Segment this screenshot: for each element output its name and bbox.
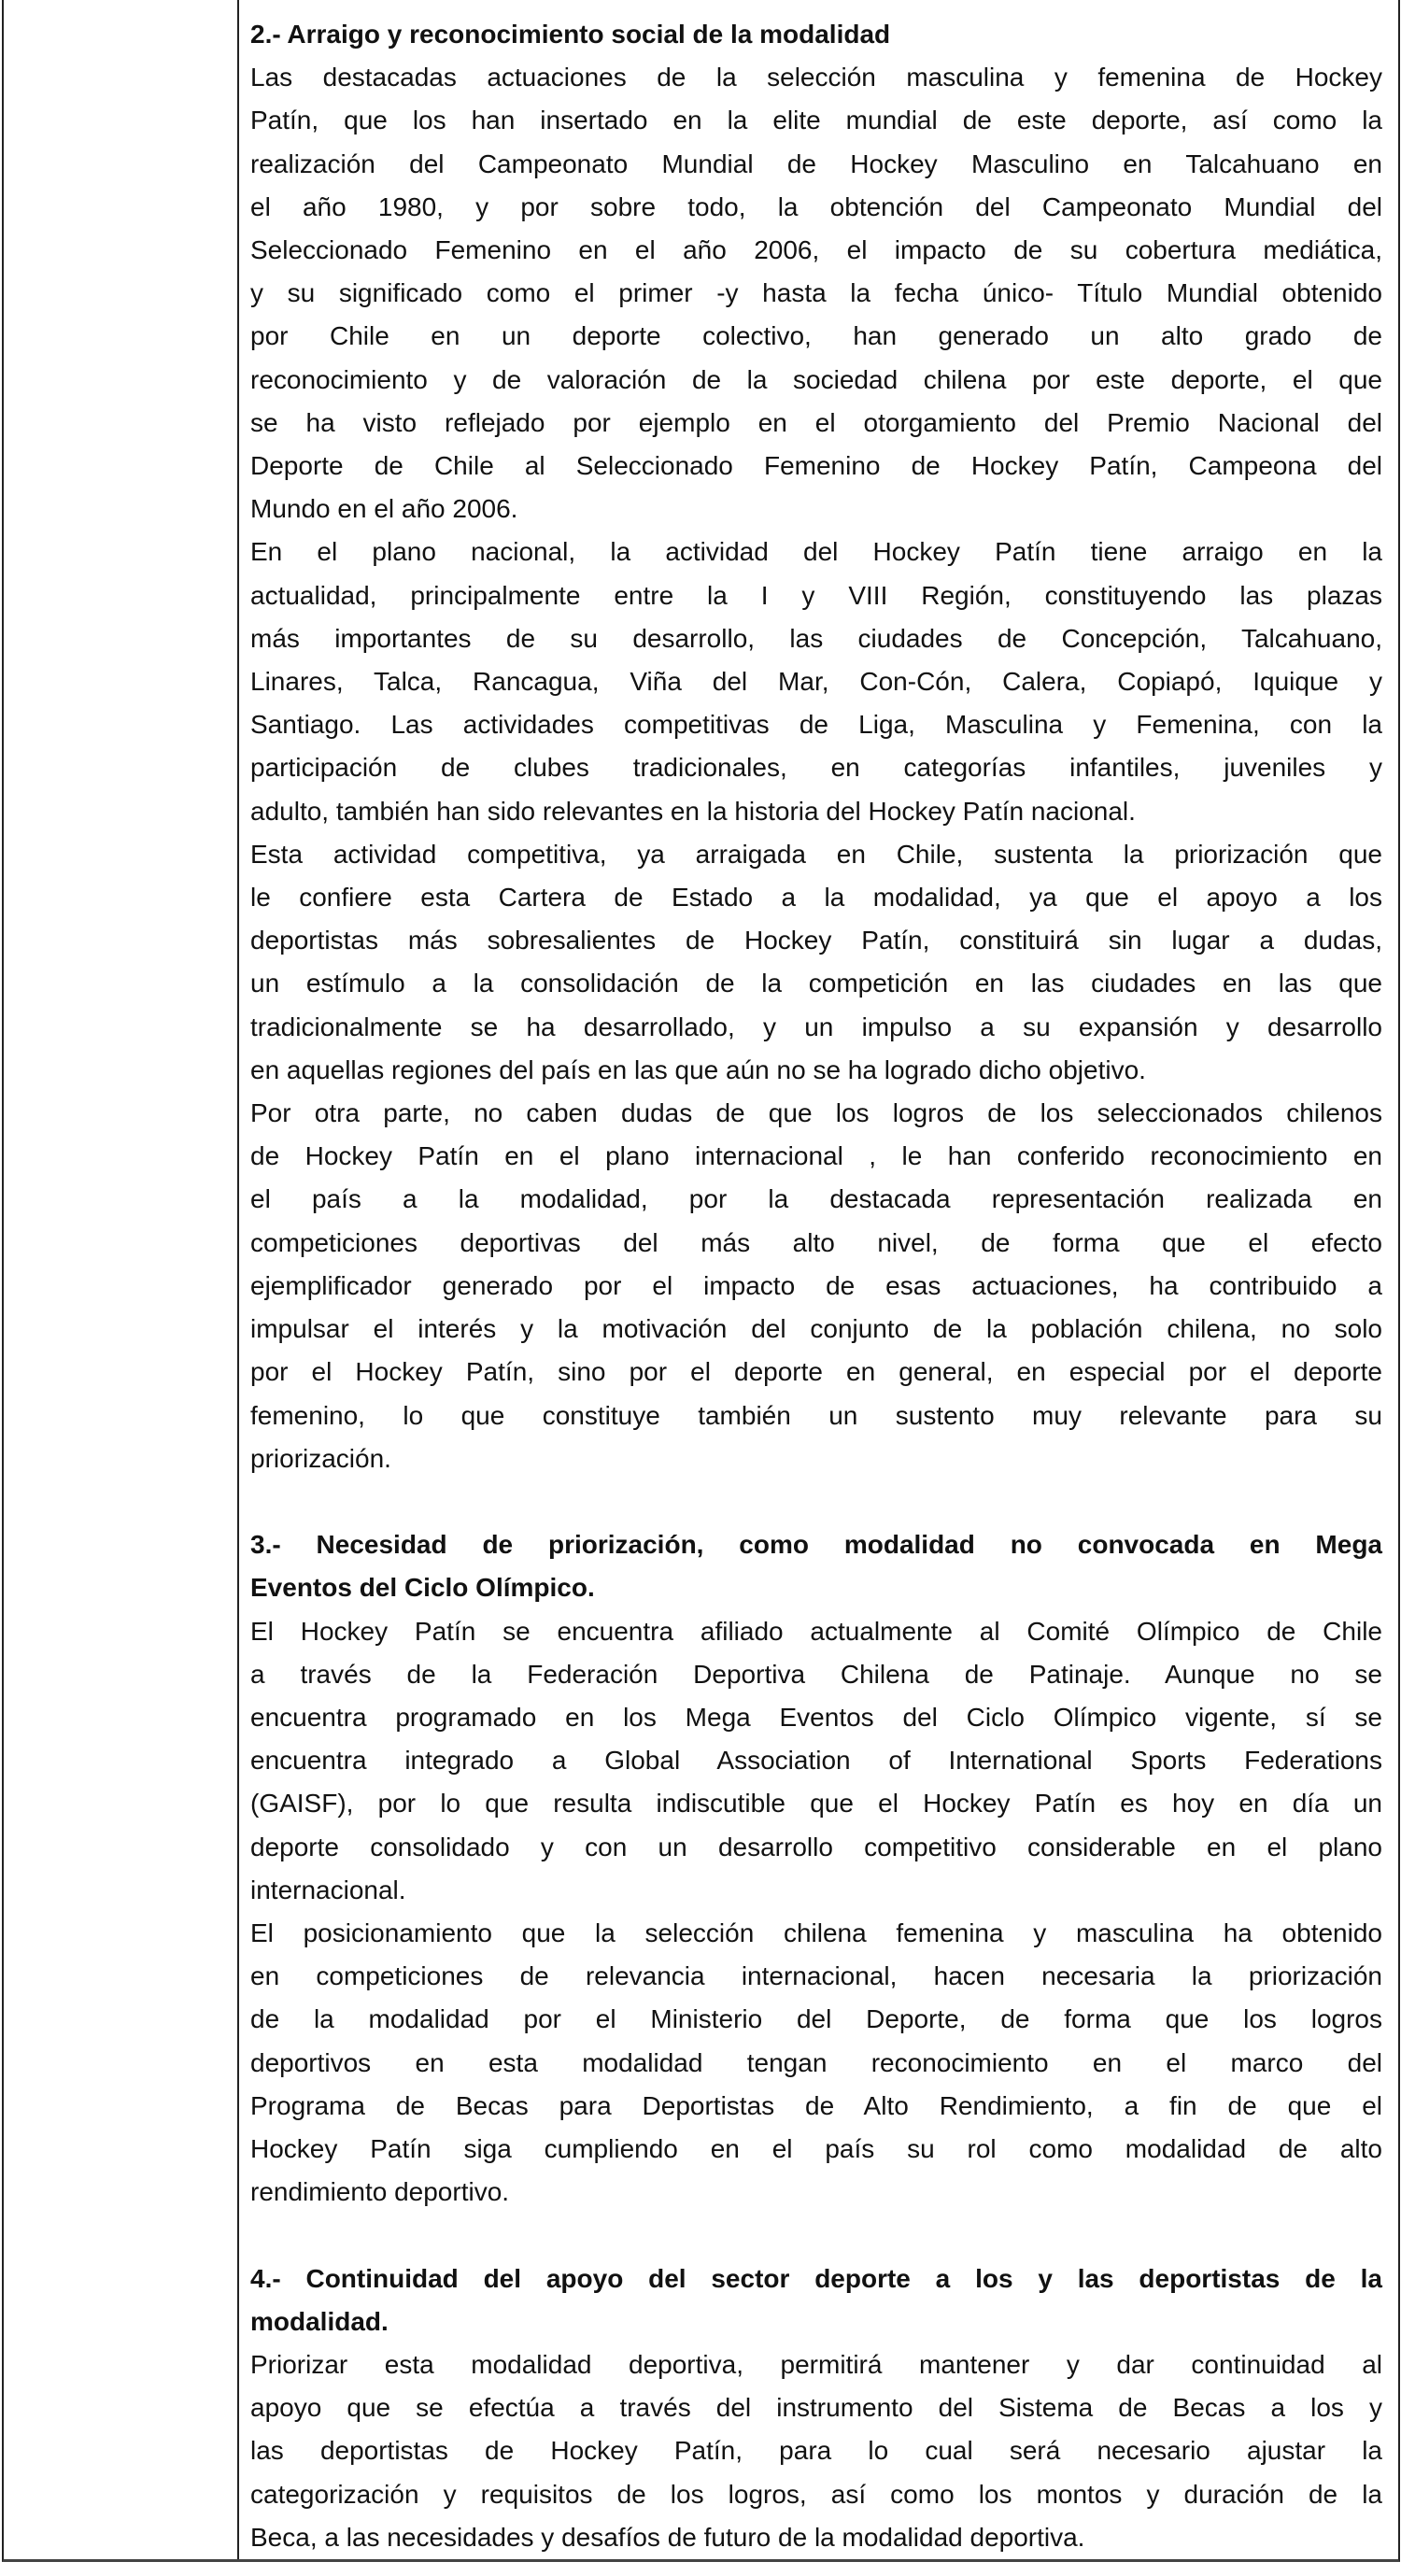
heading-line: Eventos del Ciclo Olímpico. [250, 1573, 595, 1603]
paragraph-line: Deporte de Chile al Seleccionado Femenino de Hockey Patín, Campeona del [250, 451, 1382, 481]
paragraph-line: en competiciones de relevancia internacional, hacen necesaria la priorización [250, 1961, 1382, 1991]
paragraph-line: adulto, también han sido relevantes en la historia del Hockey Patín nacional. [250, 796, 1136, 826]
paragraph-line: por Chile en un deporte colectivo, han generado un alto grado de [250, 321, 1382, 351]
paragraph-line: Mundo en el año 2006. [250, 494, 518, 524]
paragraph-line: más importantes de su desarrollo, las ciudades de Concepción, Talcahuano, [250, 623, 1382, 653]
paragraph-line: de Hockey Patín en el plano internacional , le han conferido reconocimiento en [250, 1141, 1382, 1171]
paragraph-line: Esta actividad competitiva, ya arraigada en Chile, sustenta la priorización que [250, 839, 1382, 869]
paragraph [250, 1610, 1382, 1912]
paragraph-line: Seleccionado Femenino en el año 2006, el impacto de su cobertura mediática, [250, 235, 1382, 265]
paragraph-line: se ha visto reflejado por ejemplo en el otorgamiento del Premio Nacional del [250, 407, 1382, 437]
paragraph-line: realización del Campeonato Mundial de Hockey Masculino en Talcahuano en [250, 149, 1382, 178]
paragraph-line: Hockey Patín siga cumpliendo en el país su rol como modalidad de alto [250, 2133, 1382, 2163]
paragraph-line: Priorizar esta modalidad deportiva, permitirá mantener y dar continuidad al [250, 2349, 1382, 2379]
paragraph-line: internacional. [250, 1875, 406, 1904]
heading-line: 3.- Necesidad de priorización, como modalidad no convocada en Mega [250, 1530, 1382, 1560]
paragraph [250, 56, 1382, 531]
section-heading [250, 1523, 1382, 1609]
left-column-cell [4, 0, 239, 2559]
paragraph-line: y su significado como el primer -y hasta la fecha único- Título Mundial obtenido [250, 278, 1382, 308]
paragraph-line: Por otra parte, no caben dudas de que los logros de los seleccionados chilenos [250, 1098, 1382, 1128]
paragraph-line: a través de la Federación Deportiva Chilena de Patinaje. Aunque no se [250, 1659, 1382, 1689]
paragraph-line: Programa de Becas para Deportistas de Alto Rendimiento, a fin de que el [250, 2090, 1382, 2120]
paragraph-line: deportivos en esta modalidad tengan reconocimiento en el marco del [250, 2047, 1382, 2077]
paragraph-line: competiciones deportivas del más alto nivel, de forma que el efecto [250, 1227, 1382, 1257]
paragraph-line: el país a la modalidad, por la destacada representación realizada en [250, 1184, 1382, 1214]
paragraph-line: apoyo que se efectúa a través del instrumento del Sistema de Becas a los y [250, 2393, 1382, 2423]
paragraph-line: Patín, que los han insertado en la elite mundial de este deporte, así como la [250, 106, 1382, 135]
blank-line [250, 2214, 1382, 2257]
paragraph-line: en aquellas regiones del país en las que aún no se ha logrado dicho objetivo. [250, 1054, 1146, 1084]
paragraph-line: Las destacadas actuaciones de la selección masculina y femenina de Hockey [250, 63, 1382, 92]
paragraph-line: Santiago. Las actividades competitivas de Liga, Masculina y Femenina, con la [250, 710, 1382, 740]
paragraph-line: femenino, lo que constituye también un sustento muy relevante para su [250, 1400, 1382, 1430]
paragraph-line: deporte consolidado y con un desarrollo competitivo considerable en el plano [250, 1832, 1382, 1861]
section-heading [250, 2258, 1382, 2343]
paragraph-line: Linares, Talca, Rancagua, Viña del Mar, Con-Cón, Calera, Copiapó, Iquique y [250, 667, 1382, 697]
paragraph [250, 1912, 1382, 2214]
paragraph-line: categorización y requisitos de los logros, así como los montos y duración de la [250, 2479, 1382, 2509]
section-heading [250, 13, 1382, 56]
paragraph-line: En el plano nacional, la actividad del Hockey Patín tiene arraigo en la [250, 537, 1382, 567]
paragraph-line: reconocimiento y de valoración de la sociedad chilena por este deporte, el que [250, 364, 1382, 394]
heading-line: 4.- Continuidad del apoyo del sector deporte a los y las deportistas de la [250, 2263, 1382, 2293]
paragraph-line: por el Hockey Patín, sino por el deporte en general, en especial por el deporte [250, 1357, 1382, 1387]
heading-line: modalidad. [250, 2306, 389, 2336]
paragraph-line: rendimiento deportivo. [250, 2177, 510, 2207]
paragraph [250, 833, 1382, 1092]
paragraph [250, 1092, 1382, 1480]
paragraph-line: un estímulo a la consolidación de la competición en las ciudades en las que [250, 969, 1382, 998]
paragraph-line: priorización. [250, 1443, 391, 1473]
heading-line: 2.- Arraigo y reconocimiento social de la modalidad [250, 20, 891, 49]
paragraph-line: de la modalidad por el Ministerio del Deporte, de forma que los logros [250, 2004, 1382, 2034]
paragraph-line: El posicionamiento que la selección chilena femenina y masculina ha obtenido [250, 1918, 1382, 1947]
paragraph-line: encuentra integrado a Global Association of International Sports Federations [250, 1746, 1382, 1776]
paragraph [250, 531, 1382, 832]
paragraph-line: participación de clubes tradicionales, en categorías infantiles, juveniles y [250, 753, 1382, 783]
paragraph [250, 2343, 1382, 2559]
paragraph-line: impulsar el interés y la motivación del conjunto de la población chilena, no solo [250, 1314, 1382, 1344]
paragraph-line: le confiere esta Cartera de Estado a la modalidad, ya que el apoyo a los [250, 883, 1382, 913]
paragraph-line: actualidad, principalmente entre la I y VIII Región, constituyendo las plazas [250, 580, 1382, 610]
blank-line [250, 1480, 1382, 1523]
paragraph-line: el año 1980, y por sobre todo, la obtención del Campeonato Mundial del [250, 191, 1382, 221]
paragraph-line: Beca, a las necesidades y desafíos de futuro de la modalidad deportiva. [250, 2522, 1085, 2552]
paragraph-line: las deportistas de Hockey Patín, para lo cual será necesario ajustar la [250, 2436, 1382, 2466]
paragraph-line: encuentra programado en los Mega Eventos del Ciclo Olímpico vigente, sí se [250, 1702, 1382, 1732]
paragraph-line: (GAISF), por lo que resulta indiscutible que el Hockey Patín es hoy en día un [250, 1789, 1382, 1819]
paragraph-line: deportistas más sobresalientes de Hockey Patín, constituirá sin lugar a dudas, [250, 926, 1382, 955]
paragraph-line: El Hockey Patín se encuentra afiliado actualmente al Comité Olímpico de Chile [250, 1616, 1382, 1646]
paragraph-line: tradicionalmente se ha desarrollado, y un impulso a su expansión y desarrollo [250, 1012, 1382, 1041]
paragraph-line: ejemplificador generado por el impacto de esas actuaciones, ha contribuido a [250, 1270, 1382, 1300]
right-column-content [250, 13, 1382, 2559]
